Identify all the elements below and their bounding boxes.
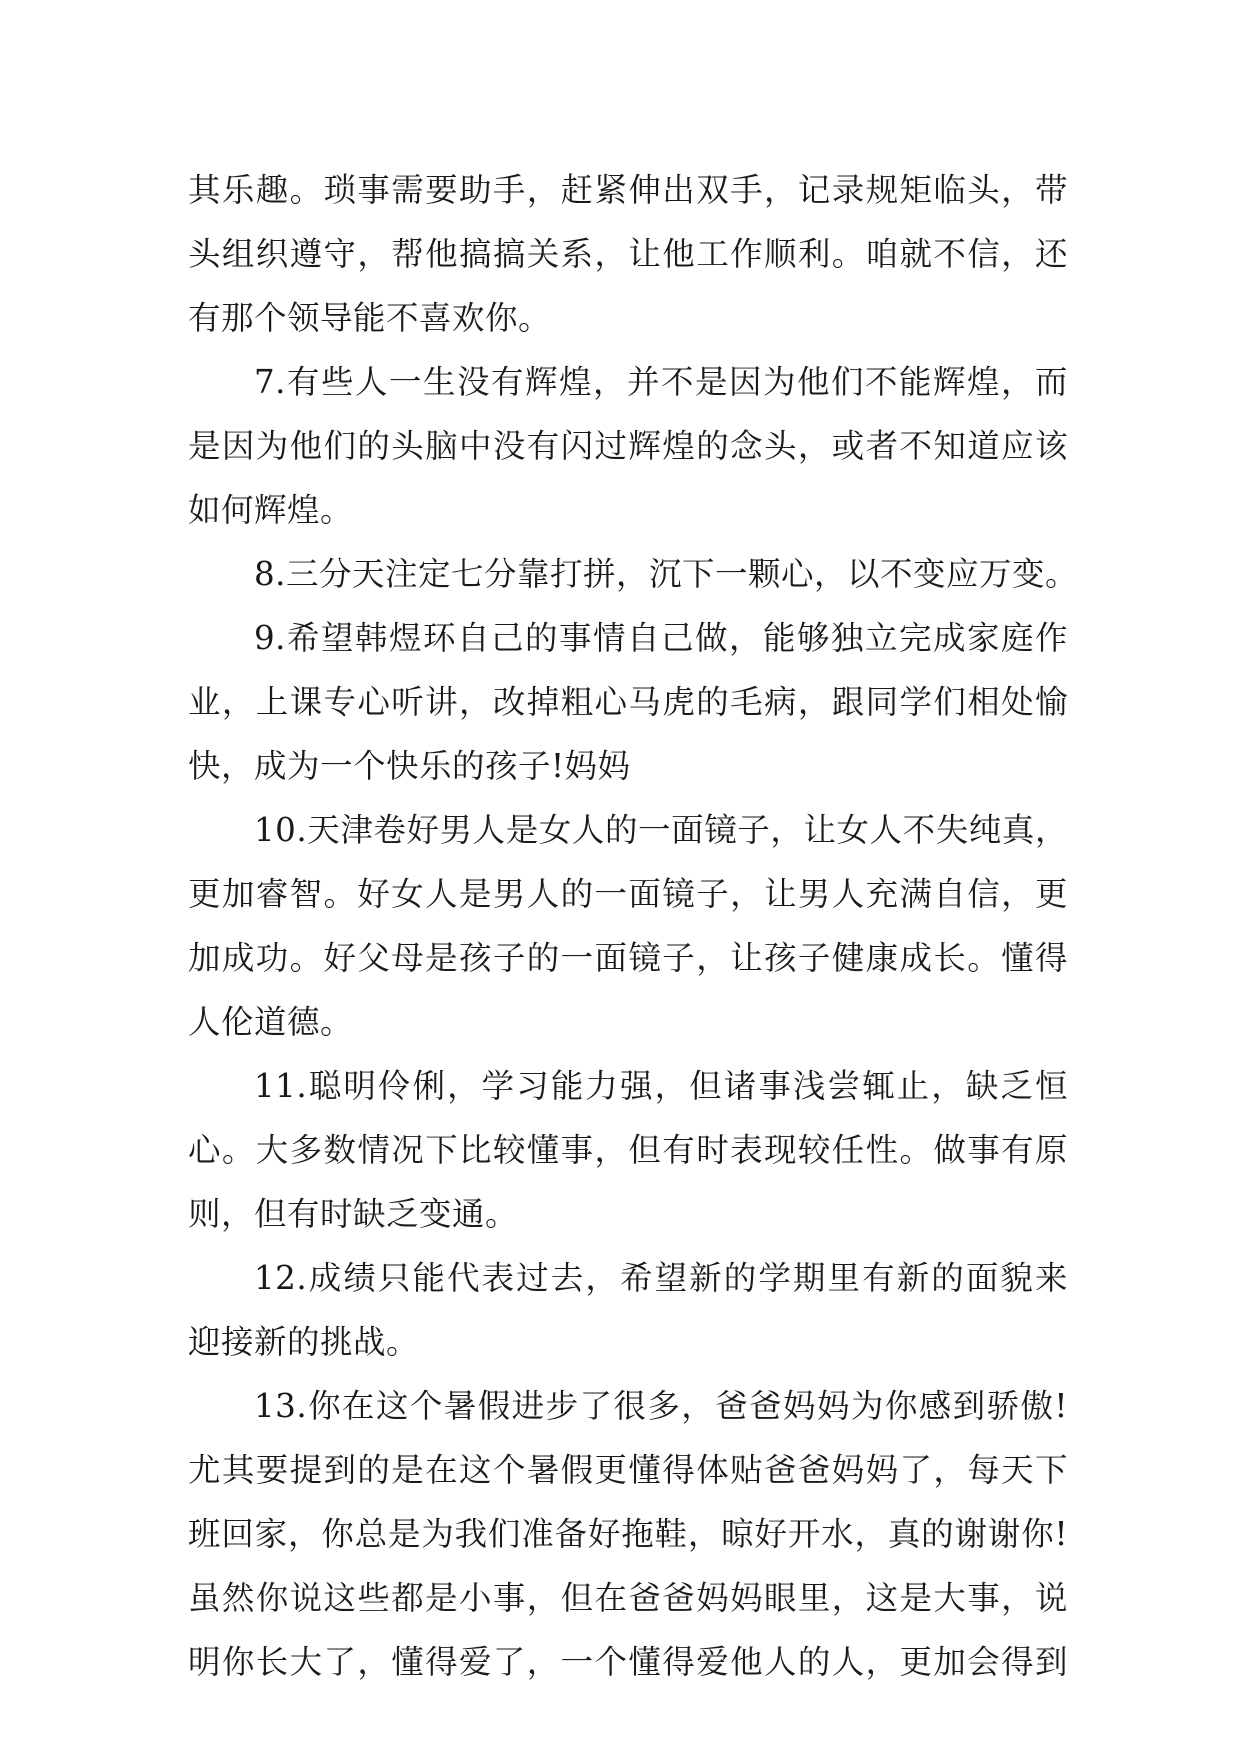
text-line: 业，上课专心听讲，改掉粗心马虎的毛病，跟同学们相处愉 xyxy=(188,683,1068,721)
text-line: 心。大多数情况下比较懂事，但有时表现较任性。做事有原 xyxy=(188,1131,1068,1169)
text-line: 12.成绩只能代表过去，希望新的学期里有新的面貌来 xyxy=(254,1259,1068,1297)
text-line: 迎接新的挑战。 xyxy=(188,1323,420,1361)
text-line: 尤其要提到的是在这个暑假更懂得体贴爸爸妈妈了，每天下 xyxy=(188,1451,1068,1489)
text-line: 有那个领导能不喜欢你。 xyxy=(188,299,552,337)
text-line: 8.三分天注定七分靠打拼，沉下一颗心，以不变应万变。 xyxy=(254,555,1079,593)
text-line: 7.有些人一生没有辉煌，并不是因为他们不能辉煌，而 xyxy=(254,363,1068,401)
text-line: 虽然你说这些都是小事，但在爸爸妈妈眼里，这是大事，说 xyxy=(188,1579,1068,1617)
text-line: 头组织遵守，帮他搞搞关系，让他工作顺利。咱就不信，还 xyxy=(188,235,1068,273)
text-line: 13.你在这个暑假进步了很多，爸爸妈妈为你感到骄傲! xyxy=(254,1387,1068,1425)
text-line: 11.聪明伶俐，学习能力强，但诸事浅尝辄止，缺乏恒 xyxy=(254,1067,1068,1105)
text-line: 其乐趣。琐事需要助手，赶紧伸出双手，记录规矩临头，带 xyxy=(188,171,1068,209)
text-line: 如何辉煌。 xyxy=(188,491,354,529)
text-line: 明你长大了，懂得爱了，一个懂得爱他人的人，更加会得到 xyxy=(188,1643,1068,1681)
text-line: 9.希望韩煜环自己的事情自己做，能够独立完成家庭作 xyxy=(254,619,1068,657)
text-line: 更加睿智。好女人是男人的一面镜子，让男人充满自信，更 xyxy=(188,875,1068,913)
text-line: 班回家，你总是为我们准备好拖鞋，晾好开水，真的谢谢你! xyxy=(188,1515,1068,1553)
text-line: 是因为他们的头脑中没有闪过辉煌的念头，或者不知道应该 xyxy=(188,427,1068,465)
text-line: 则，但有时缺乏变通。 xyxy=(188,1195,519,1233)
text-line: 快，成为一个快乐的孩子!妈妈 xyxy=(188,747,631,785)
text-line: 10.天津卷好男人是女人的一面镜子，让女人不失纯真， xyxy=(254,811,1068,849)
text-line: 人伦道德。 xyxy=(188,1003,354,1041)
text-line: 加成功。好父母是孩子的一面镜子，让孩子健康成长。懂得 xyxy=(188,939,1068,977)
body-text xyxy=(188,158,1079,1694)
